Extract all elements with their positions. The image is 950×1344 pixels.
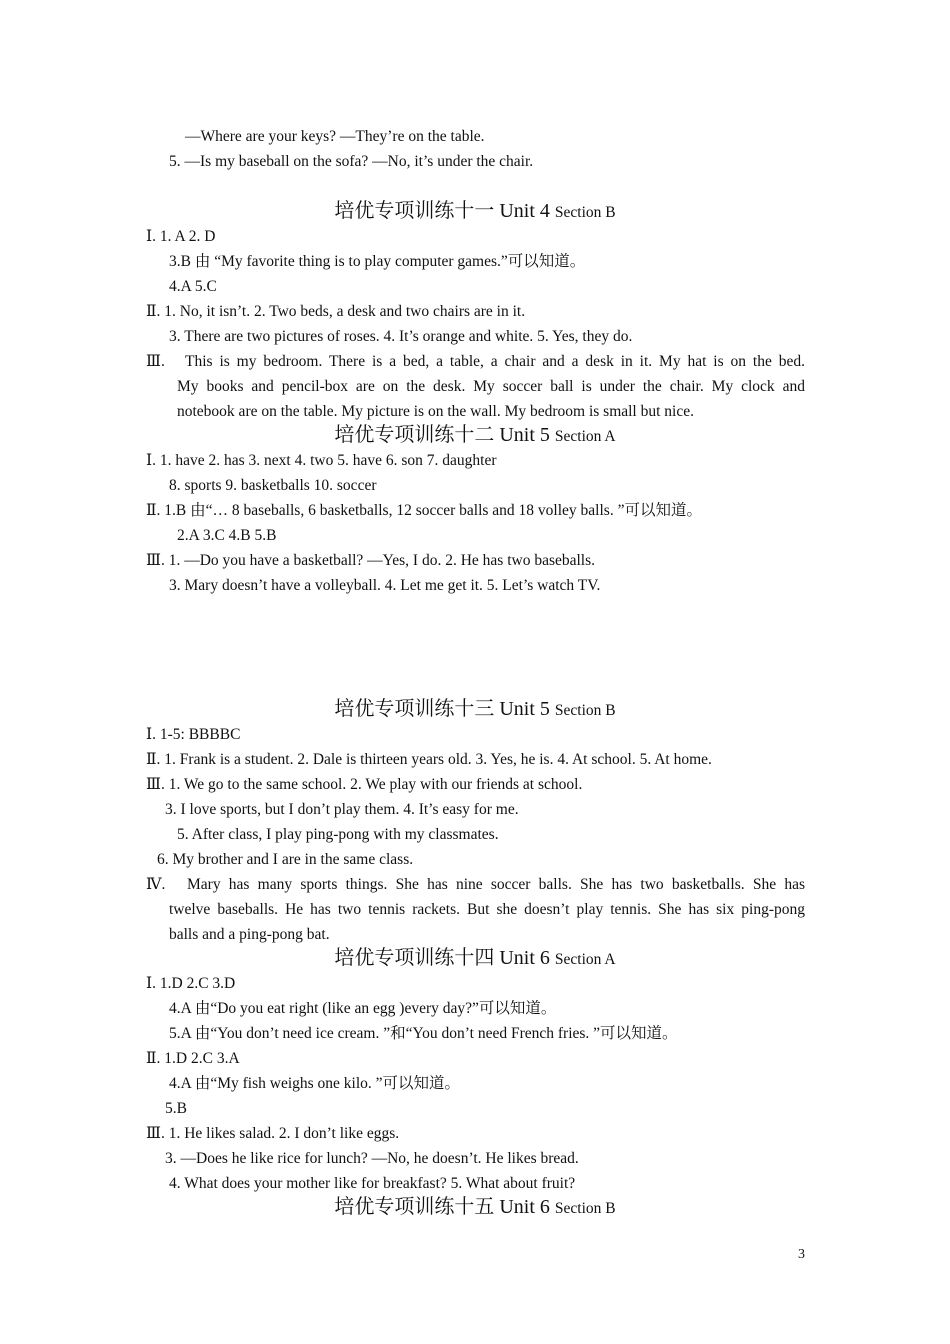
answer-line: 6. My brother and I are in the same class. [157, 851, 414, 868]
section-subtitle: Section B [554, 204, 616, 221]
roman-numeral: Ⅲ. [146, 353, 165, 370]
paragraph-line: My books and pencil-box are on the desk. My soccer ball is under the chair. My clock and [177, 378, 805, 395]
answer-line: Ⅰ. 1. have 2. has 3. next 4. two 5. have 6. son 7. daughter [146, 452, 497, 469]
answer-line: Ⅲ. 1. He likes salad. 2. I don’t like eggs. [146, 1125, 400, 1142]
section-title: 培优专项训练十三 Unit 5 [334, 698, 550, 720]
section-heading [0, 696, 950, 724]
answer-line: 3. I love sports, but I don’t play them. 4. It’s easy for me. [165, 801, 519, 818]
answer-line: Ⅱ. 1.D 2.C 3.A [146, 1050, 240, 1067]
section-subtitle: Section B [554, 1200, 616, 1217]
answer-line: 5.B [165, 1100, 187, 1117]
answer-line: Ⅰ. 1.D 2.C 3.D [146, 975, 236, 992]
section-title: 培优专项训练十一 Unit 4 [334, 200, 550, 222]
section-heading [0, 422, 950, 450]
answer-line: 4.A 由“Do you eat right (like an egg )every day?”可以知道。 [169, 1000, 557, 1017]
paragraph-line: twelve baseballs. He has two tennis rackets. But she doesn’t play tennis. She has six ping-pong [169, 901, 805, 918]
answer-line: 3. Mary doesn’t have a volleyball. 4. Let me get it. 5. Let’s watch TV. [169, 577, 601, 594]
answer-line: 2.A 3.C 4.B 5.B [177, 527, 277, 544]
section-title: 培优专项训练十四 Unit 6 [334, 947, 550, 969]
answer-line: 4.A 由“My fish weighs one kilo. ”可以知道。 [169, 1075, 461, 1092]
answer-line: 4. What does your mother like for breakfast? 5. What about fruit? [169, 1175, 576, 1192]
page-number: 3 [798, 1247, 805, 1262]
answer-line: Ⅰ. 1-5: BBBBC [146, 726, 241, 743]
answer-line: Ⅱ. 1. No, it isn’t. 2. Two beds, a desk and two chairs are in it. [146, 303, 526, 320]
answer-line: 5.A 由“You don’t need ice cream. ”和“You don’t need French fries. ”可以知道。 [169, 1025, 678, 1042]
section-title: 培优专项训练十二 Unit 5 [334, 424, 550, 446]
answer-line: Ⅱ. 1. Frank is a student. 2. Dale is thirteen years old. 3. Yes, he is. 4. At school. 5. At home. [146, 751, 712, 768]
section-heading [0, 945, 950, 973]
answer-line: Ⅲ. 1. We go to the same school. 2. We play with our friends at school. [146, 776, 583, 793]
section-heading [0, 198, 950, 226]
answer-line: 4.A 5.C [169, 278, 217, 295]
answer-line: 5. —Is my baseball on the sofa? —No, it’s under the chair. [169, 153, 534, 170]
answer-line: Ⅱ. 1.B 由“… 8 baseballs, 6 basketballs, 12 soccer balls and 18 volley balls. ”可以知道。 [146, 502, 702, 519]
section-subtitle: Section A [554, 951, 616, 968]
paragraph-line: notebook are on the table. My picture is on the wall. My bedroom is small but nice. [177, 403, 694, 420]
answer-line: 8. sports 9. basketballs 10. soccer [169, 477, 377, 494]
paragraph-line: This is my bedroom. There is a bed, a table, a chair and a desk in it. My hat is on the bed. [185, 353, 805, 370]
answer-line: 5. After class, I play ping-pong with my classmates. [177, 826, 499, 843]
answer-line: Ⅲ. 1. —Do you have a basketball? —Yes, I do. 2. He has two baseballs. [146, 552, 596, 569]
section-title: 培优专项训练十五 Unit 6 [334, 1196, 550, 1218]
answer-line: 3. —Does he like rice for lunch? —No, he doesn’t. He likes bread. [165, 1150, 579, 1167]
section-heading [0, 1194, 950, 1222]
section-subtitle: Section B [554, 702, 616, 719]
answer-line: —Where are your keys? —They’re on the table. [185, 128, 485, 145]
answer-line: 3. There are two pictures of roses. 4. It’s orange and white. 5. Yes, they do. [169, 328, 633, 345]
roman-numeral: Ⅳ. [146, 876, 166, 893]
paragraph-line: balls and a ping-pong bat. [169, 926, 330, 943]
section-subtitle: Section A [554, 428, 616, 445]
answer-line: 3.B 由 “My favorite thing is to play computer games.”可以知道。 [169, 253, 586, 270]
paragraph-line: Mary has many sports things. She has nine soccer balls. She has two basketballs. She has [187, 876, 805, 893]
answer-line: Ⅰ. 1. A 2. D [146, 228, 216, 245]
